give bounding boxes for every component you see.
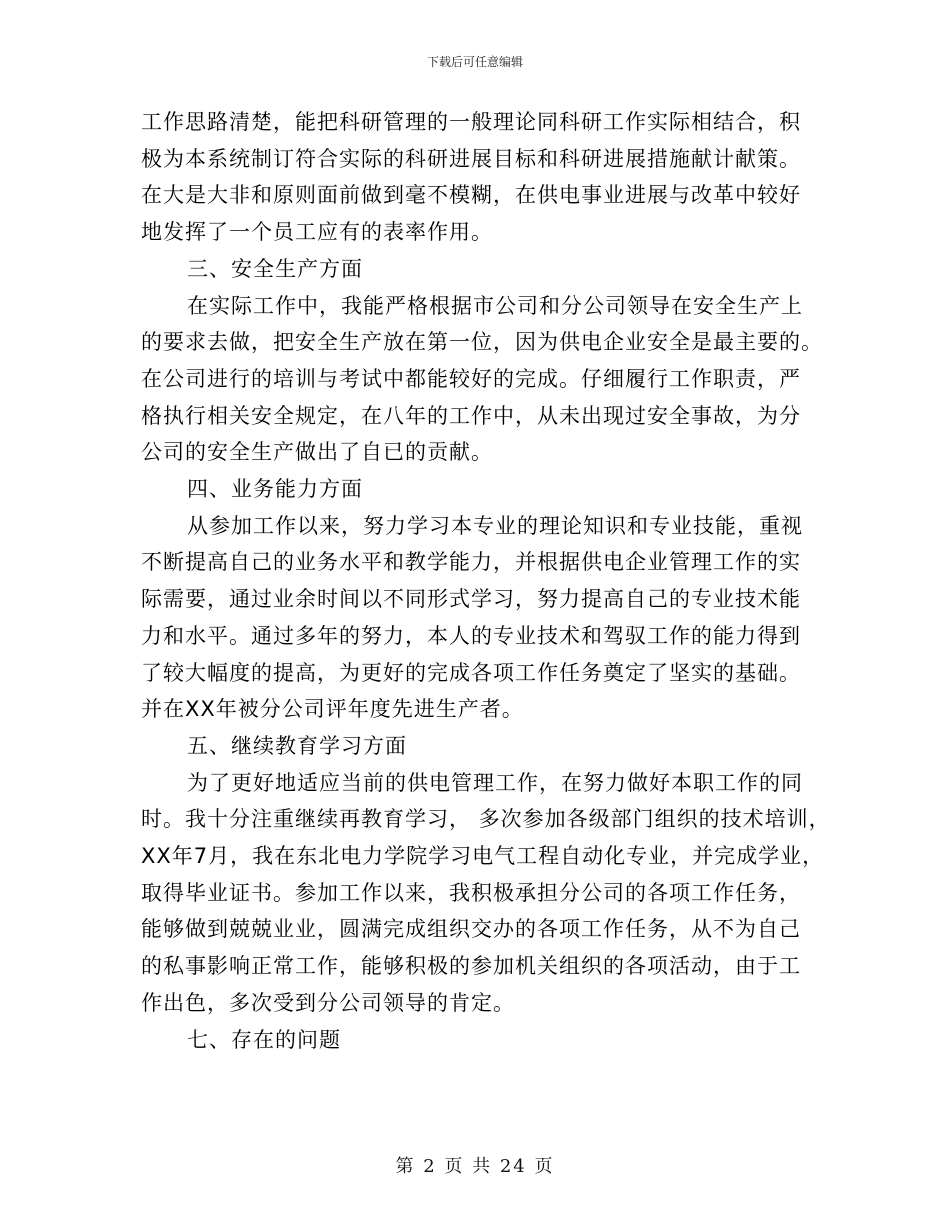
text-line: 能够做到兢兢业业，圆满完成组织交办的各项工作任务，从不为自己 [141, 917, 801, 942]
text-line: 工作思路清楚，能把科研管理的一般理论同科研工作实际相结合，积 [141, 110, 801, 134]
text-line: 四、业务能力方面 [187, 477, 363, 502]
text-line: 格执行相关安全规定，在八年的工作中，从未出现过安全事故，为分 [141, 403, 801, 428]
text-line: 际需要，通过业余时间以不同形式学习，努力提高自己的专业技术能 [141, 587, 801, 612]
text-line: 作出色，多次受到分公司领导的肯定。 [141, 990, 515, 1015]
text-line: 为了更好地适应当前的供电管理工作，在努力做好本职工作的同 [187, 770, 803, 795]
text-line: 的私事影响正常工作，能够积极的参加机关组织的各项活动，由于工 [141, 954, 801, 979]
text-line: 极为本系统制订符合实际的科研进展目标和科研进展措施献计献策。 [141, 146, 801, 171]
text-line: XX年7月，我在东北电力学院学习电气工程自动化专业，并完成学业， [141, 844, 825, 869]
text-line: 不断提高自己的业务水平和教学能力，并根据供电企业管理工作的实 [141, 550, 801, 575]
text-line: 公司的安全生产做出了自已的贡献。 [141, 440, 493, 465]
text-line: 在大是大非和原则面前做到毫不模糊，在供电事业进展与改革中较好 [141, 183, 801, 208]
text-line: 取得毕业证书。参加工作以来，我积极承担分公司的各项工作任务， [141, 880, 801, 905]
text-line: 从参加工作以来，努力学习本专业的理论知识和专业技能，重视 [187, 513, 803, 538]
text-line: 七、存在的问题 [187, 1027, 341, 1052]
text-line: 了较大幅度的提高，为更好的完成各项工作任务奠定了坚实的基础。 [141, 660, 801, 685]
text-line: 地发挥了一个员工应有的表率作用。 [141, 220, 493, 245]
text-line: 三、安全生产方面 [187, 256, 363, 281]
page-header: 下载后可任意编辑 [426, 55, 523, 69]
text-line: 时。我十分注重继续再教育学习， 多次参加各级部门组织的技术培训， [141, 807, 831, 832]
text-line: 在公司进行的培训与考试中都能较好的完成。仔细履行工作职责，严 [141, 366, 801, 391]
text-line: 五、继续教育学习方面 [187, 733, 407, 758]
text-line: 力和水平。通过多年的努力，本人的专业技术和驾驭工作的能力得到 [141, 623, 801, 648]
text-line: 并在XX年被分公司评年度先进生产者。 [141, 697, 524, 722]
text-line: 在实际工作中，我能严格根据市公司和分公司领导在安全生产上 [187, 293, 803, 318]
text-line: 的要求去做，把安全生产放在第一位，因为供电企业安全是最主要的。 [141, 330, 823, 355]
document-body [141, 104, 831, 1058]
page-footer: 第 2 页 共 24 页 [395, 1156, 555, 1177]
